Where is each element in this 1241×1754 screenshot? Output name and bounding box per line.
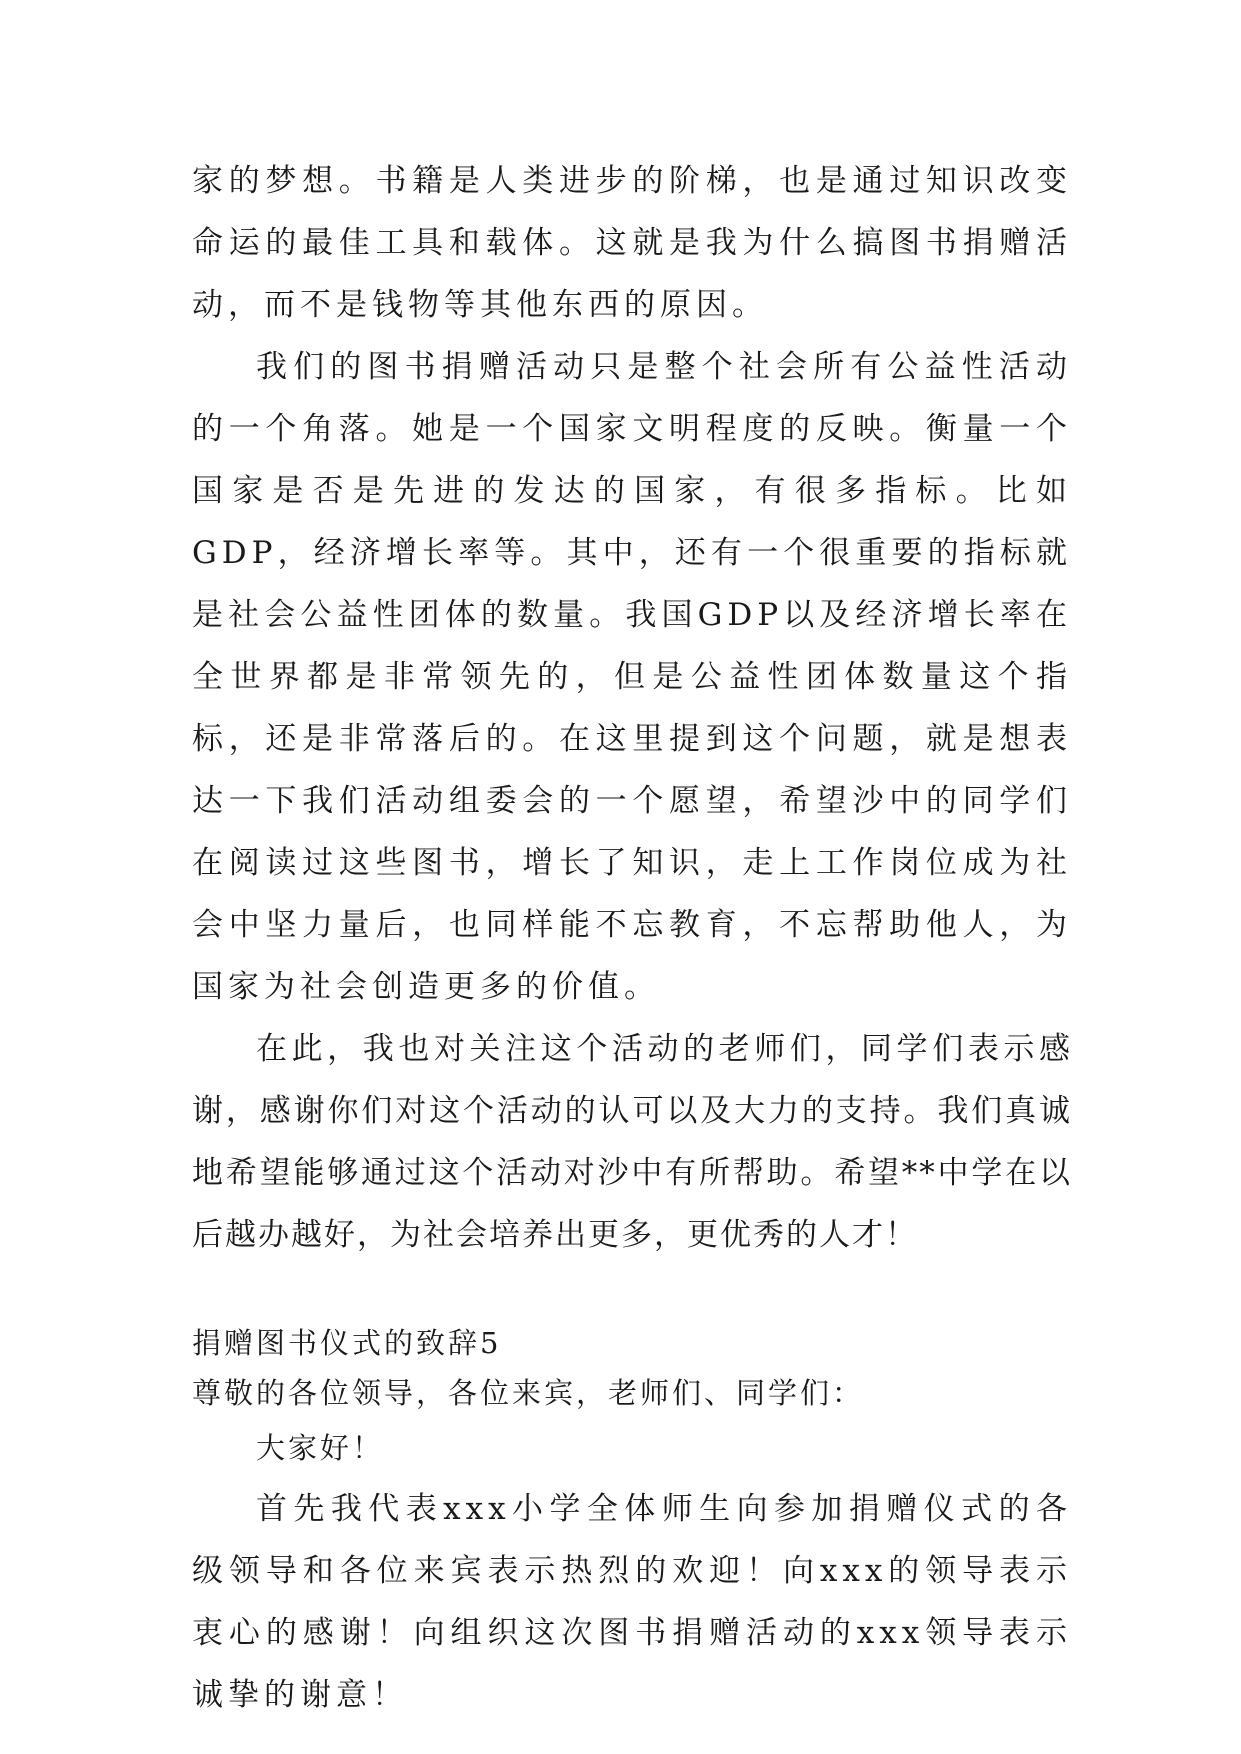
section-gap: [192, 1266, 1072, 1318]
section-heading: 捐赠图书仪式的致辞5: [192, 1326, 502, 1360]
body-paragraph-2: 我们的图书捐赠活动只是整个社会所有公益性活动的一个角落。她是一个国家文明程度的反映。衡量一个国家是否是先进的发达的国家，有很多指标。比如GDP，经济增长率等。其中，还有一个很重要的指标就是社会公益性团体的数量。我国GDP以及经济增长率在全世界都是非常领先的，但是公益性团体数量这个指标，还是非常落后的。在这里提到这个问题，就是想表达一下我们活动组委会的一个愿望，希望沙中的同学们在阅读过这些图书，增长了知识，走上工作岗位成为社会中坚力量后，也同样能不忘教育，不忘帮助他人，为国家为社会创造更多的价值。: [192, 349, 1072, 1005]
body-paragraph-1: 家的梦想。书籍是人类进步的阶梯，也是通过知识改变命运的最佳工具和载体。这就是我为什么搞图书捐赠活动，而不是钱物等其他东西的原因。: [192, 163, 1072, 323]
salutation-line: 尊敬的各位领导，各位来宾，老师们、同学们：: [192, 1376, 865, 1410]
closing-paragraph: 首先我代表xxx小学全体师生向参加捐赠仪式的各级领导和各位来宾表示热烈的欢迎！向xxx的领导表示衷心的感谢！向组织这次图书捐赠活动的xxx领导表示诚挚的谢意！: [192, 1491, 1072, 1713]
greeting-line: 大家好！: [256, 1431, 385, 1465]
document-page: [192, 150, 1072, 1726]
body-paragraph-3: 在此，我也对关注这个活动的老师们，同学们表示感谢，感谢你们对这个活动的认可以及大力的支持。我们真诚地希望能够通过这个活动对沙中有所帮助。希望**中学在以后越办越好，为社会培养出更多，更优秀的人才！: [192, 1031, 1072, 1253]
